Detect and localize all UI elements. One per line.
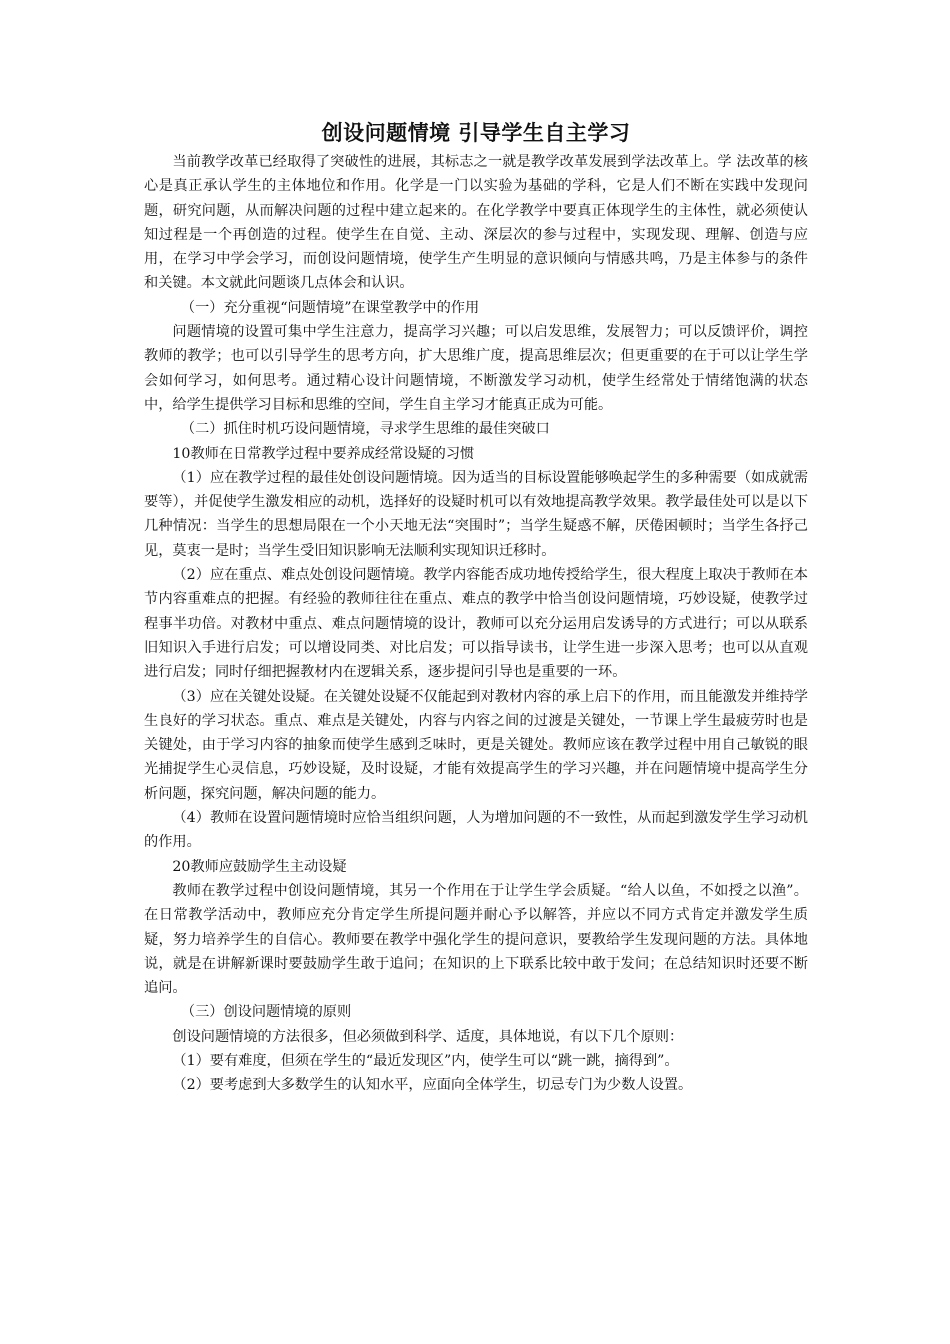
document-title: 创设问题情境 引导学生自主学习 bbox=[321, 120, 631, 145]
section-3-item-2: （2）要考虑到大多数学生的认知水平，应面向全体学生，切忌专门为少数人设置。 bbox=[172, 1077, 693, 1094]
section-2-item-2: （2）应在重点、难点处创设问题情境。教学内容能否成功地传授给学生，很大程度上取决于教师在本节内容重难点的把握。有经验的教师往往在重点、难点的教学中恰当创设问题情境，巧妙设疑，使教学过程事半功倍。对教材中重点、难点问题情境的设计，教师可以充分运用启发诱导的方式进行；可以从联系旧知识入手进行启发；可以增设同类、对比启发；可以指导读书，让学生进一步深入思考；也可以从直观进行启发；同时仔细把握教材内在逻辑关系，逐步提问引导也是重要的一环。 bbox=[144, 567, 808, 681]
section-2-subheading-2: 20教师应鼓励学生主动设疑 bbox=[172, 858, 347, 875]
section-2-subheading-1: 10教师在日常教学过程中要养成经常设疑的习惯 bbox=[172, 445, 475, 462]
section-2-subheading-2-paragraph: 教师在教学过程中创设问题情境，其另一个作用在于让学生学会质疑。“给人以鱼，不如授之以渔”。在日常教学活动中，教师应充分肯定学生所提问题并耐心予以解答，并应以不同方式肯定并激发学生质疑，努力培养学生的自信心。教师要在教学中强化学生的提问意识，要教给学生发现问题的方法。具体地说，就是在讲解新课时要鼓励学生敢于追问；在知识的上下联系比较中敢于发问；在总结知识时还要不断追问。 bbox=[144, 882, 808, 997]
section-2-item-4: （4）教师在设置问题情境时应恰当组织问题，人为增加问题的不一致性，从而起到激发学生学习动机的作用。 bbox=[144, 810, 808, 851]
section-2-heading: （二）抓住时机巧设问题情境，寻求学生思维的最佳突破口 bbox=[180, 421, 550, 438]
intro-paragraph: 当前教学改革已经取得了突破性的进展，其标志之一就是教学改革发展到学法改革上。学 法改革的核心是真正承认学生的主体地位和作用。化学是一门以实验为基础的学科，它是人们不断在实践中发现问题，研究问题，从而解决问题的过程中建立起来的。在化学教学中要真正体现学生的主体性，就必须使认知过程是一个再创造的过程。使学生在自觉、主动、深层次的参与过程中，实现发现、理解、创造与应用，在学习中学会学习，而创设问题情境，使学生产生明显的意识倾向与情感共鸣，乃是主体参与的条件和关键。本文就此问题谈几点体会和认识。 bbox=[144, 154, 808, 292]
section-1-heading: （一）充分重视“问题情境”在课堂教学中的作用 bbox=[180, 299, 480, 316]
document-page bbox=[144, 118, 808, 1098]
section-1-paragraph: 问题情境的设置可集中学生注意力，提高学习兴趣；可以启发思维，发展智力；可以反馈评价，调控教师的教学；也可以引导学生的思考方向，扩大思维广度，提高思维层次；但更重要的在于可以让学生学会如何学习，如何思考。通过精心设计问题情境，不断激发学习动机，使学生经常处于情绪饱满的状态中，给学生提供学习目标和思维的空间，学生自主学习才能真正成为可能。 bbox=[144, 324, 808, 413]
section-2-item-3: （3）应在关键处设疑。在关键处设疑不仅能起到对教材内容的承上启下的作用，而且能激发并维持学生良好的学习状态。重点、难点是关键处，内容与内容之间的过渡是关键处，一节课上学生最疲劳时也是关键处，由于学习内容的抽象而使学生感到乏味时，更是关键处。教师应该在教学过程中用自己敏锐的眼光捕捉学生心灵信息，巧妙设疑，及时设疑，才能有效提高学生的学习兴趣，并在问题情境中提高学生分析问题，探究问题，解决问题的能力。 bbox=[144, 688, 808, 802]
section-3-item-1: （1）要有难度，但须在学生的“最近发现区”内，使学生可以“跳一跳，摘得到”。 bbox=[172, 1052, 679, 1069]
section-2-item-1: （1）应在教学过程的最佳处创设问题情境。因为适当的目标设置能够唤起学生的多种需要（如成就需要等），并促使学生激发相应的动机，选择好的设疑时机可以有效地提高教学效果。教学最佳处可以是以下几种情况：当学生的思想局限在一个小天地无法“突围时”；当学生疑惑不解，厌倦困顿时；当学生各抒己见，莫衷一是时；当学生受旧知识影响无法顺利实现知识迁移时。 bbox=[144, 469, 808, 559]
section-3-heading: （三）创设问题情境的原则 bbox=[180, 1004, 352, 1021]
section-3-paragraph: 创设问题情境的方法很多，但必须做到科学、适度，具体地说，有以下几个原则： bbox=[172, 1028, 684, 1045]
